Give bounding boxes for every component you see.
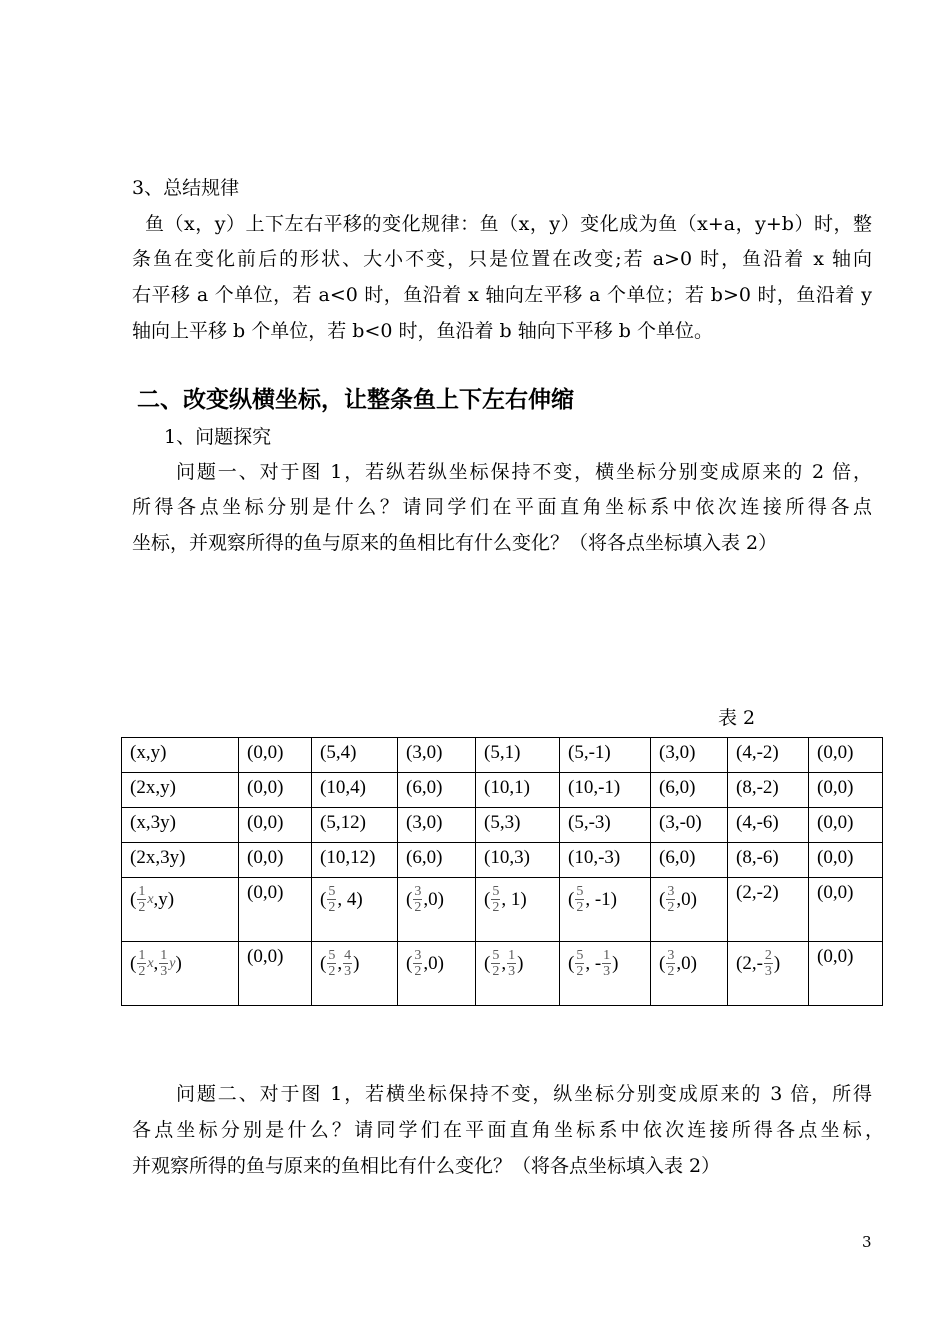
- fraction: [575, 948, 584, 979]
- question-line: 问题二、对于图 1，若横坐标保持不变，纵坐标分别变成原来的 3 倍，所得: [176, 1083, 872, 1105]
- fraction-numerator: 1: [160, 948, 168, 963]
- fraction: [507, 948, 516, 979]
- table-cell: [560, 878, 651, 942]
- table-row: [122, 773, 883, 808]
- table-cell: (x,3y): [122, 808, 239, 843]
- paren-text: , 4): [337, 888, 363, 910]
- table-cell: (10,12): [312, 843, 398, 878]
- paren-text: , 1): [501, 888, 527, 910]
- paren-text: ): [612, 952, 619, 974]
- fraction-denominator: 2: [576, 900, 584, 915]
- table-cell: (2x,3y): [122, 843, 239, 878]
- table-cell: (5,1): [476, 738, 560, 773]
- table-cell: [476, 942, 560, 1006]
- fraction-numerator: 4: [344, 948, 352, 963]
- table-cell: (0,0): [239, 808, 312, 843]
- separator-text: ,: [337, 952, 343, 974]
- table-cell: [312, 942, 398, 1006]
- fraction: [327, 884, 336, 915]
- fraction: [575, 884, 584, 915]
- table-row: [122, 843, 883, 878]
- paren-text: (: [568, 888, 575, 910]
- table-cell: [398, 878, 476, 942]
- table-cell: (0,0): [239, 878, 312, 942]
- fraction: [137, 948, 146, 979]
- table-cell: (0,0): [239, 773, 312, 808]
- paren-text: (: [130, 888, 137, 910]
- table-cell: (6,0): [398, 773, 476, 808]
- table-cell: (0,0): [239, 738, 312, 773]
- fraction-numerator: 5: [328, 948, 336, 963]
- table-cell: (10,4): [312, 773, 398, 808]
- paren-text: ,0): [676, 952, 697, 974]
- section-heading: 二、改变纵横坐标，让整条鱼上下左右伸缩: [137, 387, 574, 413]
- table-row: [122, 808, 883, 843]
- paren-text: ): [175, 952, 182, 974]
- table-row: [122, 738, 883, 773]
- fraction: [491, 948, 500, 979]
- fraction-numerator: 3: [414, 884, 422, 899]
- variable-text: x: [147, 955, 154, 971]
- table-cell: (6,0): [398, 843, 476, 878]
- fraction-denominator: 2: [414, 964, 422, 979]
- table-cell: (2x,y): [122, 773, 239, 808]
- paragraph-line: 轴向上平移 b 个单位，若 b<0 时，鱼沿着 b 轴向下平移 b 个单位。: [132, 320, 713, 342]
- fraction-numerator: 1: [138, 884, 146, 899]
- fraction-numerator: 1: [603, 948, 611, 963]
- variable-text: x: [147, 891, 154, 907]
- paragraph-line: 条鱼在变化前后的形状、大小不变，只是位置在改变;若 a>0 时，鱼沿着 x 轴向: [132, 248, 872, 270]
- fraction: [666, 948, 675, 979]
- fraction: [764, 948, 773, 979]
- table-cell: (5,4): [312, 738, 398, 773]
- table-cell: (2,-2): [728, 878, 809, 942]
- separator-text: , -: [585, 952, 602, 974]
- table-cell: (3,-0): [651, 808, 728, 843]
- fraction-numerator: 3: [414, 948, 422, 963]
- table-cell: (4,-2): [728, 738, 809, 773]
- paren-text: (: [484, 888, 491, 910]
- fraction-denominator: 3: [603, 964, 611, 979]
- paren-text: , -1): [585, 888, 617, 910]
- fraction-denominator: 2: [138, 964, 146, 979]
- paren-text: ,0): [423, 888, 444, 910]
- table-row: [122, 878, 883, 942]
- table-cell: [398, 942, 476, 1006]
- fraction-numerator: 5: [328, 884, 336, 899]
- table-cell: (0,0): [239, 942, 312, 1006]
- fraction: [491, 884, 500, 915]
- table-cell: [476, 878, 560, 942]
- fraction-denominator: 2: [328, 964, 336, 979]
- subsection-title: 1、问题探究: [164, 426, 272, 448]
- table-cell: [560, 942, 651, 1006]
- fraction-numerator: 5: [576, 948, 584, 963]
- table-cell: (0,0): [809, 942, 883, 1006]
- question-line: 坐标，并观察所得的鱼与原来的鱼相比有什么变化？（将各点坐标填入表 2）: [132, 532, 778, 554]
- fraction-denominator: 3: [764, 964, 772, 979]
- table-cell: (x,y): [122, 738, 239, 773]
- separator-text: ,: [153, 952, 159, 974]
- separator-text: ,: [501, 952, 507, 974]
- paren-text: ): [773, 952, 781, 974]
- fraction-denominator: 2: [414, 900, 422, 915]
- paren-text: (: [320, 952, 327, 974]
- fraction-denominator: 2: [328, 900, 336, 915]
- table-cell: (8,-6): [728, 843, 809, 878]
- table-cell: (5,12): [312, 808, 398, 843]
- fraction-denominator: 3: [344, 964, 352, 979]
- fraction-numerator: 1: [138, 948, 146, 963]
- table-cell: (10,-3): [560, 843, 651, 878]
- fraction-numerator: 5: [492, 884, 500, 899]
- paren-text: (: [484, 952, 491, 974]
- section-title: 3、总结规律: [132, 177, 240, 199]
- table-cell: [122, 942, 239, 1006]
- table-cell: (3,0): [398, 808, 476, 843]
- fraction-denominator: 2: [576, 964, 584, 979]
- table-cell: (0,0): [809, 738, 883, 773]
- fraction-numerator: 3: [667, 948, 675, 963]
- fraction-denominator: 3: [508, 964, 516, 979]
- paren-text: ,0): [676, 888, 697, 910]
- paren-text: (: [406, 952, 413, 974]
- table-cell: (0,0): [809, 808, 883, 843]
- paren-text: (: [659, 952, 666, 974]
- paren-text: (: [568, 952, 575, 974]
- paren-text: (2,-: [736, 952, 763, 974]
- fraction-denominator: 2: [138, 900, 146, 915]
- table-cell: (0,0): [809, 878, 883, 942]
- fraction-denominator: 2: [492, 900, 500, 915]
- fraction-numerator: 2: [764, 948, 772, 963]
- table-cell: (10,1): [476, 773, 560, 808]
- table-cell: (3,0): [398, 738, 476, 773]
- paren-text: (: [130, 952, 137, 974]
- table-row: [122, 942, 883, 1006]
- paren-text: ): [517, 952, 524, 974]
- question-line: 各点坐标分别是什么？请同学们在平面直角坐标系中依次连接所得各点坐标，: [132, 1119, 884, 1141]
- table-cell: (5,-3): [560, 808, 651, 843]
- table-cell: (6,0): [651, 843, 728, 878]
- table-cell: (6,0): [651, 773, 728, 808]
- fraction-numerator: 5: [576, 884, 584, 899]
- table-cell: (0,0): [239, 843, 312, 878]
- fraction-numerator: 1: [508, 948, 516, 963]
- paren-text: (: [320, 888, 327, 910]
- table-cell: (0,0): [809, 773, 883, 808]
- table-cell: (4,-6): [728, 808, 809, 843]
- table-cell: [122, 878, 239, 942]
- question-line: 所得各点坐标分别是什么？请同学们在平面直角坐标系中依次连接所得各点: [132, 496, 872, 518]
- table-cell: (0,0): [809, 843, 883, 878]
- fraction: [343, 948, 352, 979]
- table-cell: (8,-2): [728, 773, 809, 808]
- fraction: [327, 948, 336, 979]
- fraction: [602, 948, 611, 979]
- table-cell: (3,0): [651, 738, 728, 773]
- fraction-denominator: 3: [160, 964, 168, 979]
- table-caption: 表 2: [718, 707, 756, 729]
- fraction: [666, 884, 675, 915]
- fraction-numerator: 3: [667, 884, 675, 899]
- paren-text: ): [353, 952, 360, 974]
- table-cell: [651, 942, 728, 1006]
- table-cell: (5,3): [476, 808, 560, 843]
- question-line: 并观察所得的鱼与原来的鱼相比有什么变化？（将各点坐标填入表 2）: [132, 1155, 721, 1177]
- paragraph-line: 右平移 a 个单位，若 a<0 时，鱼沿着 x 轴向左平移 a 个单位；若 b>0 时，鱼沿着 y: [132, 284, 872, 306]
- paren-text: ,0): [423, 952, 444, 974]
- question-line: 问题一、对于图 1，若纵若纵坐标保持不变，横坐标分别变成原来的 2 倍，: [176, 461, 872, 483]
- paren-text: (: [406, 888, 413, 910]
- paren-text: ,y): [153, 888, 175, 910]
- fraction: [159, 948, 168, 979]
- table-cell: (10,3): [476, 843, 560, 878]
- page-number: 3: [862, 1233, 872, 1251]
- table-cell: [312, 878, 398, 942]
- variable-text: y: [169, 955, 176, 971]
- table-cell: [728, 942, 809, 1006]
- table-cell: (5,-1): [560, 738, 651, 773]
- fraction: [137, 884, 146, 915]
- fraction-denominator: 2: [667, 900, 675, 915]
- fraction-numerator: 5: [492, 948, 500, 963]
- table-cell: (10,-1): [560, 773, 651, 808]
- fraction: [413, 948, 422, 979]
- coordinate-table: [121, 737, 883, 1006]
- paragraph-line: 鱼（x，y）上下左右平移的变化规律：鱼（x，y）变化成为鱼（x+a，y+b）时，整: [145, 213, 872, 235]
- table-cell: [651, 878, 728, 942]
- fraction-denominator: 2: [492, 964, 500, 979]
- fraction-denominator: 2: [667, 964, 675, 979]
- paren-text: (: [659, 888, 666, 910]
- fraction: [413, 884, 422, 915]
